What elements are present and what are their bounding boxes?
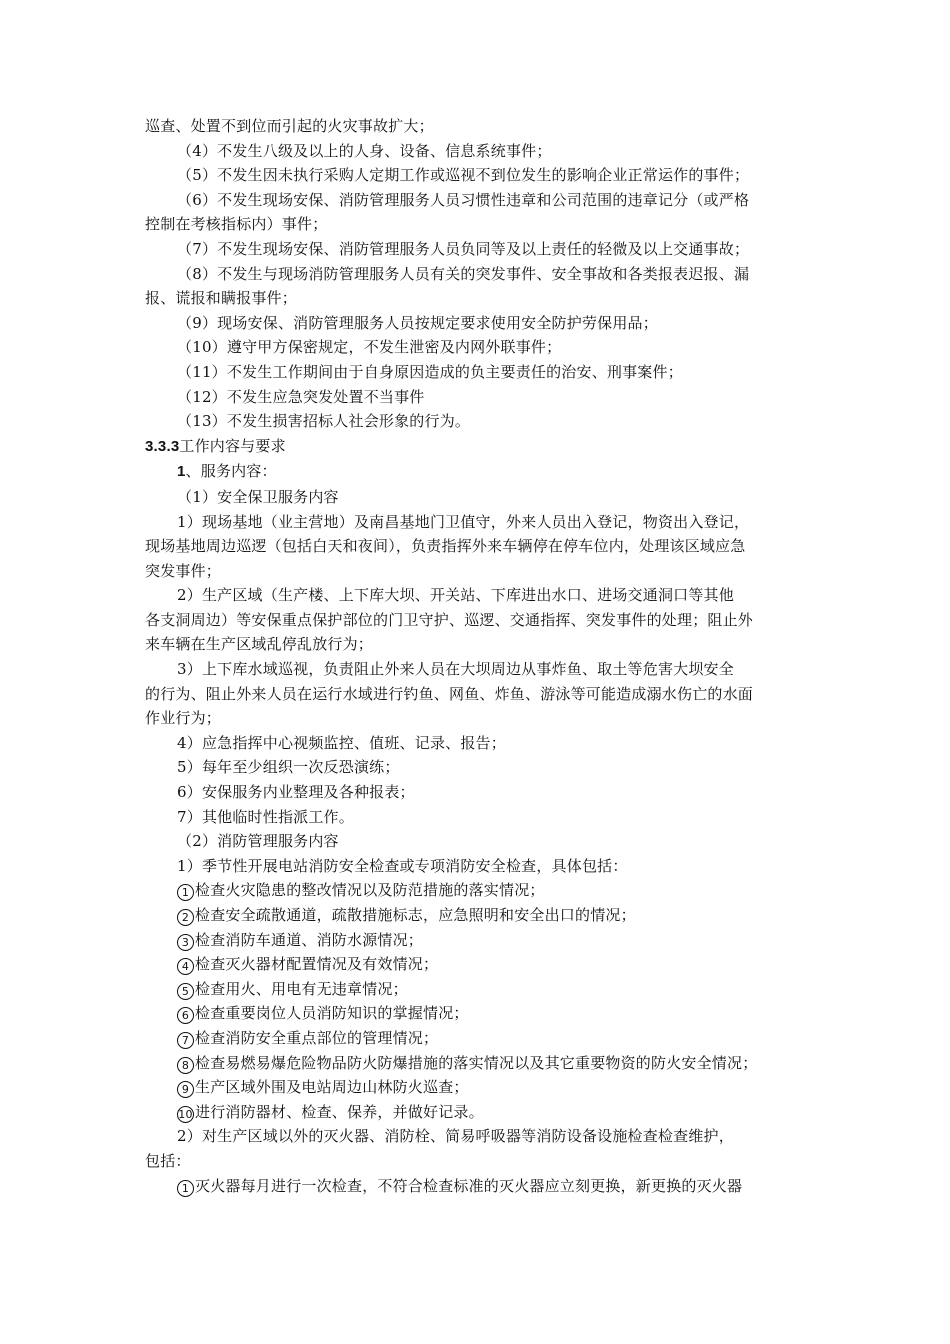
line-text: （2）消防管理服务内容	[177, 832, 339, 851]
text-line	[145, 1100, 813, 1125]
text-line	[145, 409, 813, 434]
line-text: 报、谎报和瞒报事件；	[145, 289, 298, 308]
text-line	[145, 608, 813, 633]
text-line	[145, 780, 813, 805]
text-line	[145, 360, 813, 385]
line-text: 1）季节性开展电站消防安全检查或专项消防安全检查，具体包括：	[177, 856, 628, 875]
circled-number: 7	[177, 1032, 194, 1049]
text-line	[145, 682, 813, 707]
line-text: （7）不发生现场安保、消防管理服务人员负同等及以上责任的轻微及以上交通事故；	[177, 239, 750, 258]
line-text: （13）不发生损害招标人社会形象的行为。	[177, 412, 471, 431]
text-line	[145, 1026, 813, 1051]
line-text: （10）遵守甲方保密规定，不发生泄密及内网外联事件；	[177, 338, 562, 357]
text-line	[145, 903, 813, 928]
text-line	[145, 1149, 813, 1174]
circled-number: 5	[177, 983, 194, 1000]
circled-number: 1	[177, 1180, 194, 1197]
text-line	[145, 237, 813, 262]
line-text: （1）安全保卫服务内容	[177, 487, 339, 506]
line-text: （4）不发生八级及以上的人身、设备、信息系统事件；	[177, 141, 552, 160]
text-line	[145, 212, 813, 237]
text-line	[145, 1051, 813, 1076]
line-text: 的行为、阻止外来人员在运行水域进行钓鱼、网鱼、炸鱼、游泳等可能造成溺水伤亡的水面	[145, 684, 754, 703]
line-text: 检查灭火器材配置情况及有效情况；	[195, 955, 439, 974]
line-text: 作业行为；	[145, 709, 222, 728]
text-line	[145, 1124, 813, 1149]
text-line	[145, 755, 813, 780]
line-text: 3）上下库水域巡视，负责阻止外来人员在大坝周边从事炸鱼、取土等危害大坝安全	[177, 660, 734, 679]
text-line	[145, 188, 813, 213]
line-text: 5）每年至少组织一次反恐演练；	[177, 758, 400, 777]
line-text: 、服务内容：	[185, 462, 277, 481]
text-line	[145, 829, 813, 854]
section-number: 1	[177, 463, 186, 481]
circled-number: 3	[177, 934, 194, 951]
circled-number: 6	[177, 1007, 194, 1024]
line-text: 各支洞周边）等安保重点保护部位的门卫守护、巡逻、交通指挥、突发事件的处理；阻止外	[145, 610, 754, 629]
circled-number: 1	[177, 884, 194, 901]
text-line	[145, 657, 813, 682]
line-text: 2）生产区域（生产楼、上下库大坝、开关站、下库进出水口、进场交通洞口等其他	[177, 586, 734, 605]
line-text: 现场基地周边巡逻（包括白天和夜间），负责指挥外来车辆停在停车位内，处理该区域应急	[145, 537, 746, 556]
text-line	[145, 952, 813, 977]
text-line	[145, 1174, 813, 1199]
text-line	[145, 485, 813, 510]
line-text: 7）其他临时性指派工作。	[177, 807, 354, 826]
line-text: 工作内容与要求	[179, 436, 286, 455]
text-line	[145, 632, 813, 657]
text-line	[145, 1075, 813, 1100]
line-text: 突发事件；	[145, 561, 222, 580]
circled-number: 10	[178, 1107, 193, 1121]
line-text: 巡查、处置不到位而引起的火灾事故扩大；	[145, 117, 434, 135]
line-text: 检查用火、用电有无违章情况；	[195, 979, 408, 998]
text-line	[145, 583, 813, 608]
text-line	[145, 114, 813, 139]
line-text: （11）不发生工作期间由于自身原因造成的负主要责任的治安、刑事案件；	[177, 362, 683, 381]
text-line	[145, 311, 813, 336]
circled-number: 9	[177, 1081, 194, 1098]
circled-number: 2	[177, 909, 194, 926]
text-line	[145, 1001, 813, 1026]
line-text: 2）对生产区域以外的灭火器、消防栓、简易呼吸器等消防设备设施检查检查维护，	[177, 1127, 734, 1146]
line-text: 检查易燃易爆危险物品防火防爆措施的落实情况以及其它重要物资的防火安全情况；	[195, 1053, 758, 1072]
line-text: （5）不发生因未执行采购人定期工作或巡视不到位发生的影响企业正常运作的事件；	[177, 166, 750, 185]
text-line	[145, 262, 813, 287]
text-line	[145, 731, 813, 756]
text-line	[145, 928, 813, 953]
text-line	[145, 706, 813, 731]
line-text: 控制在考核指标内）事件；	[145, 215, 328, 234]
text-line	[145, 878, 813, 903]
text-line	[145, 459, 813, 485]
line-text: 检查重要岗位人员消防知识的掌握情况；	[195, 1004, 469, 1023]
line-text: 进行消防器材、检查、保养，并做好记录。	[195, 1102, 484, 1121]
text-line	[145, 163, 813, 188]
line-text: （8）不发生与现场消防管理服务人员有关的突发事件、安全事故和各类报表迟报、漏	[177, 264, 750, 283]
text-line	[145, 286, 813, 311]
line-text: 6）安保服务内业整理及各种报表；	[177, 783, 415, 802]
line-text: 4）应急指挥中心视频监控、值班、记录、报告；	[177, 733, 506, 752]
line-text: 生产区域外围及电站周边山林防火巡查；	[195, 1078, 469, 1097]
text-line	[145, 805, 813, 830]
text-line	[145, 510, 813, 535]
line-text: （12）不发生应急突发处置不当事件	[177, 387, 425, 406]
text-line	[145, 139, 813, 164]
line-text: 检查消防安全重点部位的管理情况；	[195, 1028, 439, 1047]
circled-number: 8	[177, 1057, 194, 1074]
line-text: 检查火灾隐患的整改情况以及防范措施的落实情况；	[195, 881, 545, 900]
line-text: 检查消防车通道、消防水源情况；	[195, 930, 424, 949]
line-text: 包括：	[145, 1151, 191, 1170]
line-text: 检查安全疏散通道，疏散措施标志，应急照明和安全出口的情况；	[195, 906, 636, 924]
section-heading	[145, 434, 813, 460]
line-text: 灭火器每月进行一次检查，不符合检查标准的灭火器应立刻更换，新更换的灭火器	[195, 1176, 743, 1195]
line-text: （9）现场安保、消防管理服务人员按规定要求使用安全防护劳保用品；	[177, 313, 658, 332]
circled-number: 4	[177, 958, 194, 975]
text-line	[145, 534, 813, 559]
line-text: （6）不发生现场安保、消防管理服务人员习惯性违章和公司范围的违章记分（或严格	[177, 190, 750, 209]
text-line	[145, 977, 813, 1002]
line-text: 1）现场基地（业主营地）及南昌基地门卫值守，外来人员出入登记，物资出入登记，	[177, 512, 750, 531]
text-line	[145, 559, 813, 584]
section-number: 3.3.3	[145, 437, 180, 455]
text-line	[145, 854, 813, 879]
text-line	[145, 385, 813, 410]
document-body	[145, 114, 813, 1198]
line-text: 来车辆在生产区域乱停乱放行为；	[145, 635, 374, 654]
text-line	[145, 335, 813, 360]
